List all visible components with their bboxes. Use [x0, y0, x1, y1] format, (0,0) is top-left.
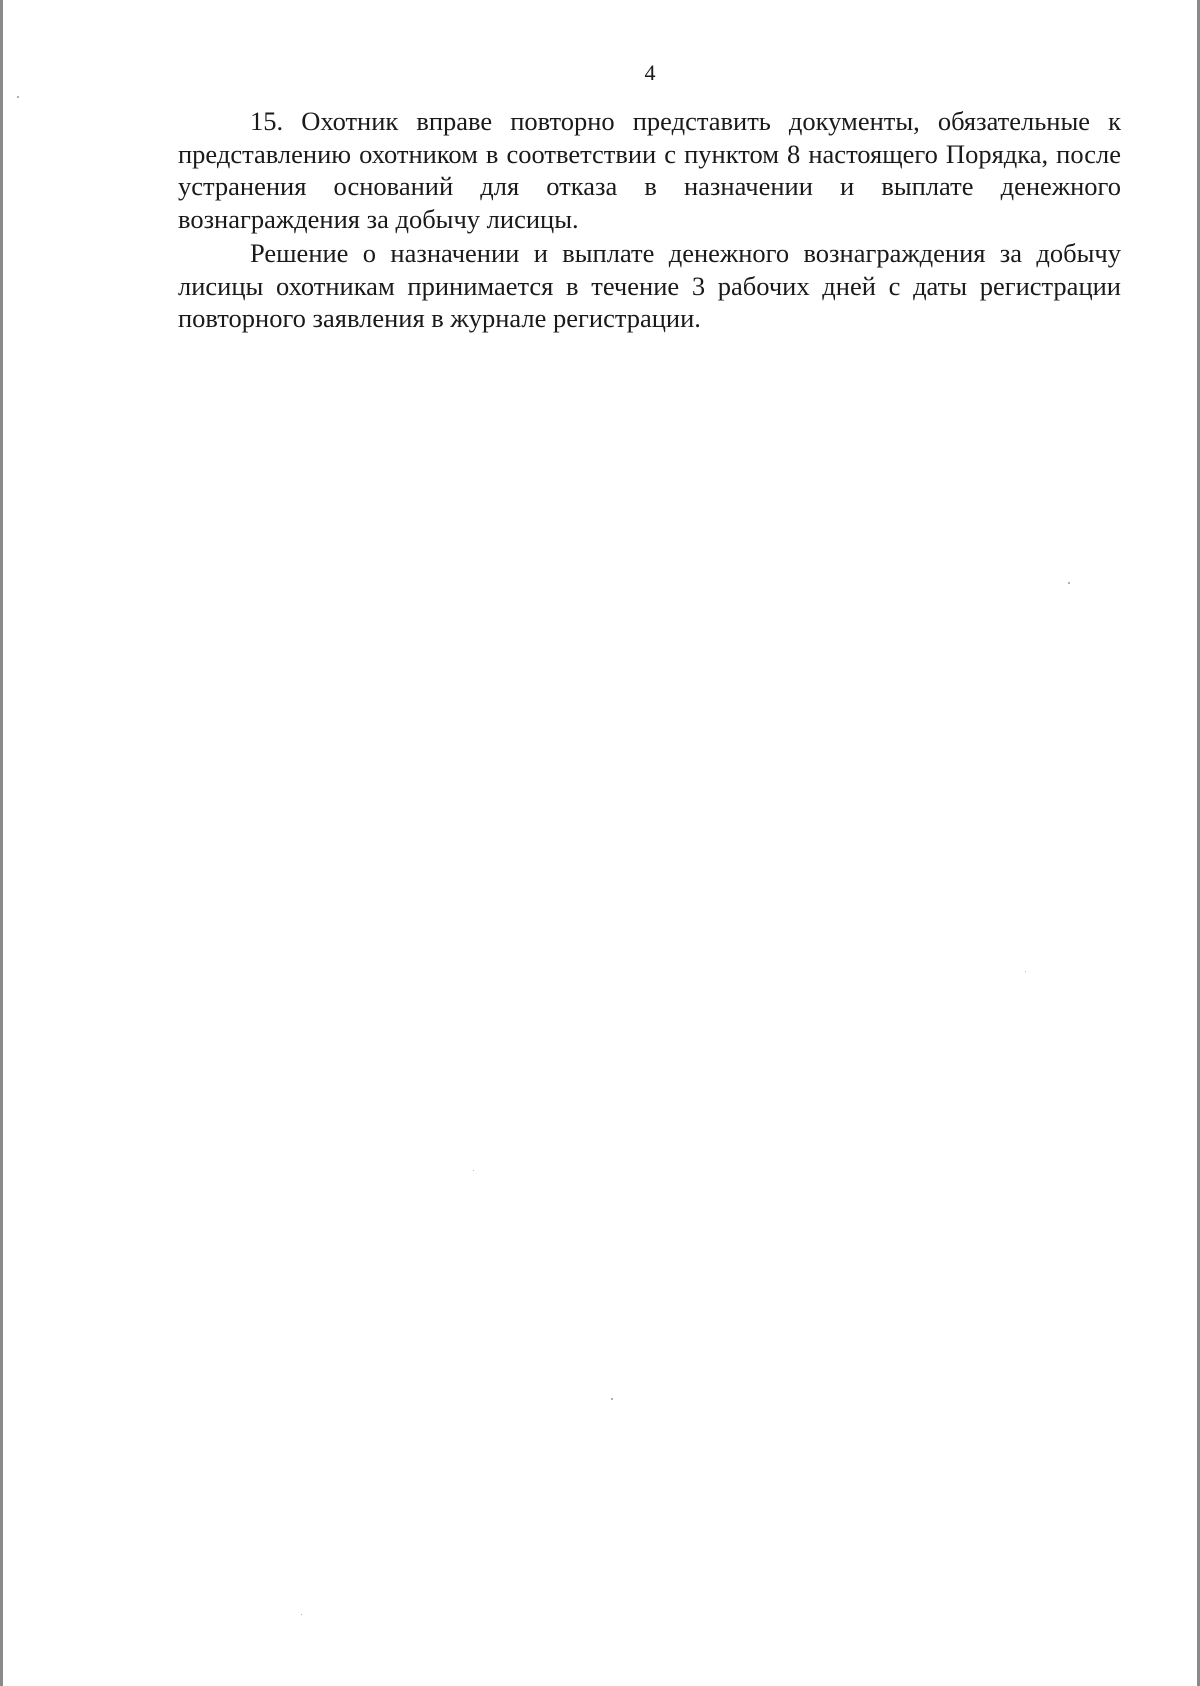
scan-speck [1025, 971, 1026, 972]
document-body [178, 105, 1121, 337]
page-number: 4 [644, 60, 656, 85]
scan-speck [1068, 582, 1070, 584]
scan-speck [473, 1170, 474, 1171]
paragraph-decision-timing: Решение о назначении и выплате денежного вознаграждения за добычу лисицы охотникам принимается в течение 3 рабочих дней с даты регистрации повторного заявления в журнале регистрации. [178, 238, 1121, 333]
paragraph-item-15: 15. Охотник вправе повторно представить документы, обязательные к представлению охотником в соответствии с пунктом 8 настоящего Порядка, после устранения оснований для отказа в назначении и выплате денежного вознаграждения за добычу лисицы. [178, 106, 1121, 234]
scan-speck [17, 96, 19, 98]
scan-speck [301, 1614, 302, 1615]
scan-speck [611, 1398, 613, 1400]
